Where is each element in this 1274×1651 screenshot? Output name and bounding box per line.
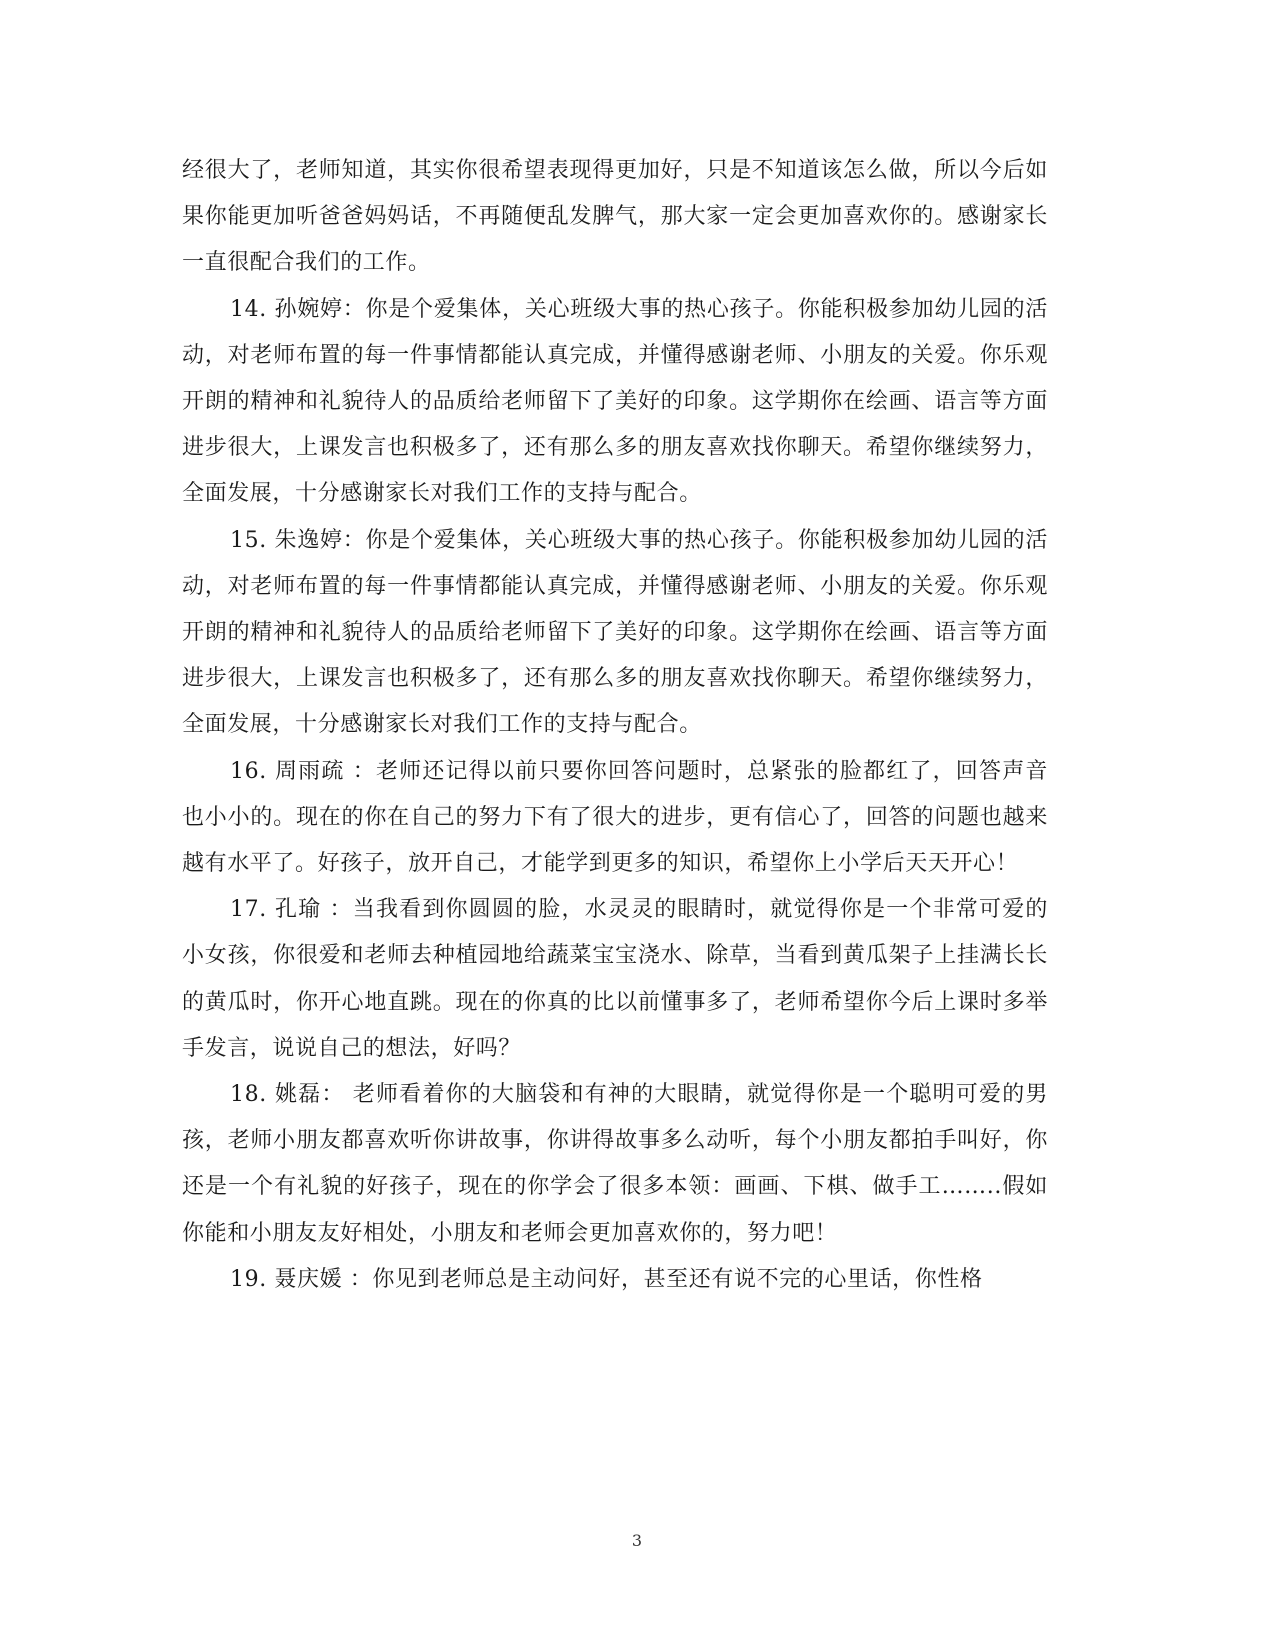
document-body: [182, 148, 1048, 1303]
paragraph-continued: 经很大了，老师知道，其实你很希望表现得更加好，只是不知道该怎么做，所以今后如果你能更加听爸爸妈妈话，不再随便乱发脾气，那大家一定会更加喜欢你的。感谢家长一直很配合我们的工作。: [182, 158, 1048, 276]
paragraph-comment-16: 16. 周雨疏 ：老师还记得以前只要你回答问题时，总紧张的脸都红了，回答声音也小小的。现在的你在自己的努力下有了很大的进步，更有信心了，回答的问题也越来越有水平了。好孩子，放开自己，才能学到更多的知识，希望你上小学后天天开心！: [182, 758, 1048, 877]
paragraph-comment-18: 18. 姚磊： 老师看着你的大脑袋和有神的大眼睛，就觉得你是一个聪明可爱的男孩，老师小朋友都喜欢听你讲故事，你讲得故事多么动听，每个小朋友都拍手叫好，你还是一个有礼貌的好孩子，现在的你学会了很多本领：画画、下棋、做手工……..假如你能和小朋友友好相处，小朋友和老师会更加喜欢你的，努力吧！: [182, 1082, 1048, 1246]
page-number: 3: [631, 1531, 643, 1550]
paragraph-comment-15: 15. 朱逸婷：你是个爱集体，关心班级大事的热心孩子。你能积极参加幼儿园的活动，对老师布置的每一件事情都能认真完成，并懂得感谢老师、小朋友的关爱。你乐观开朗的精神和礼貌待人的品质给老师留下了美好的印象。这学期你在绘画、语言等方面进步很大，上课发言也积极多了，还有那么多的朋友喜欢找你聊天。希望你继续努力，全面发展，十分感谢家长对我们工作的支持与配合。: [182, 527, 1048, 738]
paragraph-comment-14: 14. 孙婉婷：你是个爱集体，关心班级大事的热心孩子。你能积极参加幼儿园的活动，对老师布置的每一件事情都能认真完成，并懂得感谢老师、小朋友的关爱。你乐观开朗的精神和礼貌待人的品质给老师留下了美好的印象。这学期你在绘画、语言等方面进步很大，上课发言也积极多了，还有那么多的朋友喜欢找你聊天。希望你继续努力，全面发展，十分感谢家长对我们工作的支持与配合。: [182, 296, 1048, 507]
paragraph-comment-19: 19. 聂庆媛 ：你见到老师总是主动问好，甚至还有说不完的心里话，你性格: [230, 1266, 983, 1292]
paragraph-comment-17: 17. 孔瑜 ：当我看到你圆圆的脸，水灵灵的眼睛时，就觉得你是一个非常可爱的小女孩，你很爱和老师去种植园地给蔬菜宝宝浇水、除草，当看到黄瓜架子上挂满长长的黄瓜时，你开心地直跳。现在的你真的比以前懂事多了，老师希望你今后上课时多举手发言，说说自己的想法，好吗？: [182, 897, 1048, 1061]
